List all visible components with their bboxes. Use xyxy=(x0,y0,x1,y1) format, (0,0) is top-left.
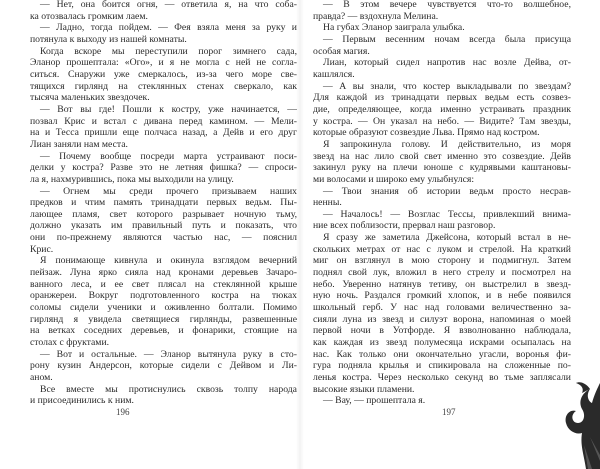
paragraph xyxy=(313,186,571,209)
text-line: ленья костра. Через несколько секунд во тьме заплясали xyxy=(313,372,571,383)
text-line: Все вместе мы протиснулись сквозь толпу народа xyxy=(40,383,297,395)
paragraph xyxy=(313,395,571,407)
text-line: они по-прежнему являются частью нас, — пояснил xyxy=(30,232,297,244)
text-line: ми волосами и широко ему улыбнулся: xyxy=(313,173,475,185)
text-line: миг он взглянул в мою сторону и подмигнул. Затем xyxy=(313,255,571,267)
page-number: 196 xyxy=(116,407,130,417)
paragraph xyxy=(313,209,571,232)
text-line: должно указать им правильный путь и показать, что xyxy=(30,220,297,232)
text-line: ка отозвалась громким лаем. xyxy=(30,10,148,22)
text-line: — Началось! — Возглас Тессы, привлекший внима- xyxy=(323,208,571,220)
text-line: ванного леса, и ее свет плясал на стеклянной крыше xyxy=(30,278,297,290)
paragraph xyxy=(30,255,297,348)
text-line: предков и чтим память тринадцати первых ведьм. Пы- xyxy=(30,197,297,209)
text-line: — Твои знания об истории ведьм просто несрав- xyxy=(323,185,571,197)
text-line: дие, определяющее, когда именно устраивать праздник xyxy=(313,103,571,115)
text-column xyxy=(30,0,297,407)
text-line: пейзаж. Луна ярко сияла над кронами деревьев Зачаро- xyxy=(30,267,297,279)
text-line: На губах Эланор заиграла улыбка. xyxy=(323,22,465,34)
text-line: делки у костра? Разве это не летняя фишка? — спроси- xyxy=(30,162,297,174)
text-line: скольких метрах от нас с луком и стрелой. На краткий xyxy=(313,243,571,255)
text-line: — Первым весенним ночам всегда была присуща xyxy=(323,33,571,45)
paragraph xyxy=(313,57,571,80)
text-line: звезд на нас лило свой свет именно это созвездие. Дейв xyxy=(313,150,571,162)
text-line: — А вы знали, что костер выкладывали по звездам? xyxy=(323,80,571,92)
text-line: — Вот вы где! Пошли к костру, уже начинается, — xyxy=(40,103,297,115)
paragraph xyxy=(30,22,297,45)
paragraph xyxy=(313,0,571,22)
text-line: Лиан заняли нам места. xyxy=(30,138,128,150)
text-line: — Почему вообще посреди марта устраивают поси- xyxy=(40,150,297,162)
floral-ornament-icon xyxy=(556,375,600,469)
text-line: правда? — вздохнула Мелина. xyxy=(313,10,439,22)
text-line: ную ночь. Раздался громкий хлопок, и в небе появился xyxy=(313,290,571,302)
text-line: высокие языки пламени. xyxy=(313,383,415,395)
paragraph xyxy=(30,384,297,407)
text-line: гура подняла крылья и спикировала на сложенные по- xyxy=(313,360,571,372)
text-line: кашлялся. xyxy=(313,68,355,80)
text-line: Когда вскоре мы переступили порог зимнего сада, xyxy=(40,45,297,57)
text-line: соломы сидели ученики и оживленно болтали. Помимо xyxy=(30,302,297,314)
text-line: на ветках соседних деревьев, и фонарики, стоящие на xyxy=(30,325,297,337)
text-line: тящихся гирлянд на стеклянных стенах сверкало, как xyxy=(30,80,297,92)
text-line: первой ночи в Уотфорде. Я взволнованно наблюдала, xyxy=(313,325,571,337)
text-line: — Вот и остальные. — Эланор вытянула руку в сто- xyxy=(40,348,297,360)
text-line: сияли луна из звезд и силуэт ворона, напоминая о моей xyxy=(313,313,571,325)
text-line: — Огнем мы среди прочего призываем наших xyxy=(40,185,297,197)
paragraph xyxy=(30,46,297,104)
paragraph xyxy=(313,81,571,139)
text-line: — Нет, она боится огня, — ответила я, на что соба- xyxy=(40,0,297,10)
text-line: Я запрокинула голову. И действительно, из моря xyxy=(323,138,571,150)
text-line: — Вау, — прошептала я. xyxy=(323,395,426,407)
text-line: как каждая из звезд полумесяца искрами осыпалась на xyxy=(313,337,571,349)
text-column xyxy=(313,0,571,407)
text-line: ние всех поблизости, прервал наш разговор. xyxy=(313,220,496,232)
text-line: поднял свой лук, вложил в него стрелу и посмотрел на xyxy=(313,267,571,279)
paragraph xyxy=(30,0,297,22)
text-line: столах с фруктами. xyxy=(30,337,110,349)
text-line: школьный герб. У нас над головами величественно за- xyxy=(313,302,571,314)
text-line: ла я, нахмурившись, пока мы выходили на улицу. xyxy=(30,173,234,185)
text-line: нас. Как только они окончательно угасли, воронья фи- xyxy=(313,348,571,360)
text-line: потянула к выходу из нашей комнаты. xyxy=(30,33,187,45)
text-line: аном. xyxy=(30,372,53,383)
text-line: особая магия. xyxy=(313,45,370,57)
text-line: гирлянд я увидела светящиеся гирлянды, развешенные xyxy=(30,313,297,325)
text-line: которые образуют созвездие Льва. Прямо над костром. xyxy=(313,127,540,139)
paragraph xyxy=(313,22,571,34)
paragraph xyxy=(30,186,297,256)
text-line: рону кузин Андерсон, которые сидели с Дейвом и Ли- xyxy=(30,360,297,372)
paragraph xyxy=(30,349,297,384)
text-line: позвал Крис и встал с дивана перед камином. — Мели- xyxy=(30,115,297,127)
text-line: Я понимающе кивнула и окинула взглядом вечерний xyxy=(40,255,297,267)
paragraph xyxy=(313,232,571,395)
paragraph xyxy=(313,34,571,57)
text-line: у костра. — Он указал на небо. — Видите? Там звезды, xyxy=(313,115,571,127)
text-line: — В этом вечере чувствуется что-то волшебное, xyxy=(323,0,571,10)
right-page xyxy=(300,0,600,469)
text-line: — Ладно, тогда пойдем. — Фея взяла меня за руку и xyxy=(40,22,297,34)
text-line: Эланор прошептала: «Ого», и я не могла с ней не согла- xyxy=(30,57,297,69)
text-line: и присоединились к ним. xyxy=(30,395,134,407)
text-line: Я сразу же заметила Джейсона, который встал в не- xyxy=(323,232,571,244)
text-line: на и Тесса пришли еще полчаса назад, а Дейв и его друг xyxy=(30,127,297,139)
text-line: лающее пламя, свет которого разрывает ночную тьму, xyxy=(30,208,297,220)
text-line: Крис. xyxy=(30,243,54,255)
text-line: ситься. Снаружи уже смеркалось, из-за чего море све- xyxy=(30,68,297,80)
text-line: небо. Уверенно натянув тетиву, он выстрелил в звезд- xyxy=(313,278,571,290)
text-line: оранжереи. Вокруг подготовленного костра на тюках xyxy=(30,290,297,302)
paragraph xyxy=(30,104,297,151)
text-line: закинул руку на плечи юноше с кудрявыми каштановы- xyxy=(313,162,571,174)
text-line: ненны. xyxy=(313,197,342,209)
text-line: Для каждой из тринадцати первых ведьм есть созвез- xyxy=(313,92,571,104)
text-line: Лиан, который сидел напротив нас возле Дейва, от- xyxy=(323,57,571,69)
paragraph xyxy=(30,151,297,186)
page-number: 197 xyxy=(442,407,456,417)
paragraph xyxy=(313,139,571,186)
text-line: тысяча маленьких звездочек. xyxy=(30,92,150,104)
